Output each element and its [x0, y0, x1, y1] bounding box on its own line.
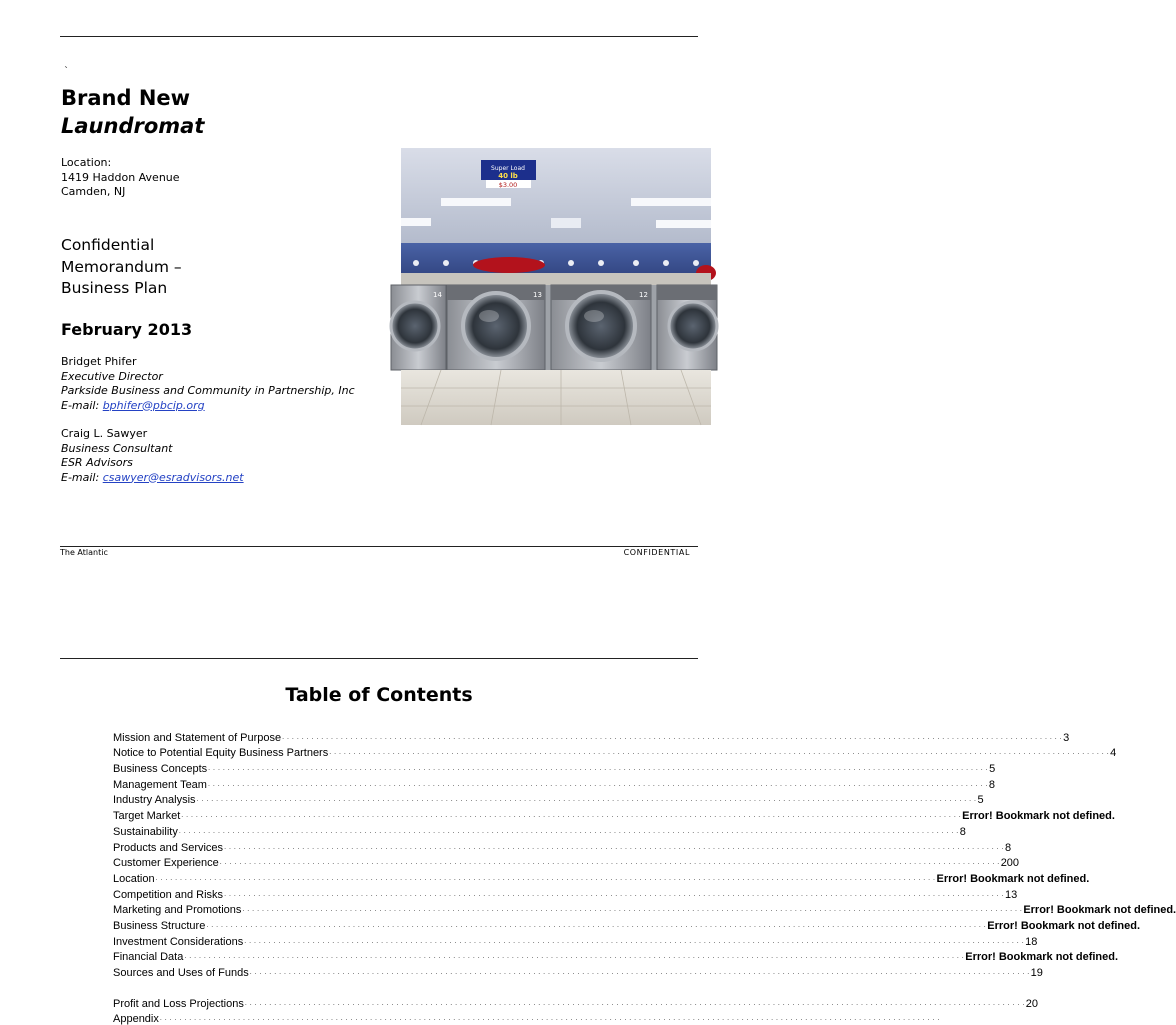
footer-right-text: CONFIDENTIAL: [623, 548, 690, 557]
toc-heading: Table of Contents: [285, 684, 473, 706]
toc-leader-dots: . . . . . . . . . . . . . . . . . . . . . . . . . . . . . . . . . . . . . . . . . . . . . . . . . . . . . . . . . . . . . . . . . . . . . . . . . . . . . . . . . . . . . . . . . . . . . . . . . . . . . . . . . . . . . . . . . . . . . . . . . . . . . . . . . . . . . . . . . . . . . . . . . . . . . . . . . . . . . . . .: [206, 921, 987, 929]
toc-entry[interactable]: [113, 822, 966, 838]
sign-text-2: 40 lb: [498, 172, 518, 180]
toc-entry-label: Products and Services: [113, 841, 224, 854]
toc-spacer: [113, 979, 671, 994]
machine-number: 14: [433, 291, 442, 299]
toc-entry-label: Customer Experience: [113, 857, 219, 870]
email-label: E-mail:: [61, 470, 100, 484]
toc-entry-page: Error! Bookmark not defined.: [1023, 904, 1176, 917]
contact-email-row: [61, 399, 355, 414]
toc-leader-dots: . . . . . . . . . . . . . . . . . . . . . . . . . . . . . . . . . . . . . . . . . . . . . . . . . . . . . . . . . . . . . . . . . . . . . . . . . . . . . . . . . . . . . . . . . . . . . . . . . . . . . . . . . . . . . . . . . . . . . . . . . . . . . . . . . . . . . . . . . . . . . . . . . . . . . . . . . . . . . . . .: [329, 749, 1110, 757]
contact-block-1: [61, 355, 355, 413]
toc-entry-page: 20: [1025, 997, 1039, 1010]
toc-leader-dots: . . . . . . . . . . . . . . . . . . . . . . . . . . . . . . . . . . . . . . . . . . . . . . . . . . . . . . . . . . . . . . . . . . . . . . . . . . . . . . . . . . . . . . . . . . . . . . . . . . . . . . . . . . . . . . . . . . . . . . . . . . . . . . . . . . . . . . . . . . . . . . . . . . . . . . . . . . . . . . . .: [244, 999, 1025, 1007]
laundromat-photo: [401, 148, 711, 425]
toc-entry-label: Profit and Loss Projections: [113, 997, 244, 1010]
toc-entry[interactable]: [113, 744, 1117, 760]
toc-leader-dots: . . . . . . . . . . . . . . . . . . . . . . . . . . . . . . . . . . . . . . . . . . . . . . . . . . . . . . . . . . . . . . . . . . . . . . . . . . . . . . . . . . . . . . . . . . . . . . . . . . . . . . . . . . . . . . . . . . . . . . . . . . . . . . . . . . . . . . . . . . . . . . . . . . . . . . . . . . . . . . . .: [249, 969, 1030, 976]
toc-entry-page: Error! Bookmark not defined.: [936, 872, 1090, 885]
email-label: E-mail:: [61, 398, 100, 412]
toc-entry[interactable]: [113, 869, 1090, 885]
title-line1: Brand New: [61, 86, 191, 110]
memo-title: [61, 235, 182, 300]
page2-top-rule: [60, 658, 698, 659]
toc-leader-dots: . . . . . . . . . . . . . . . . . . . . . . . . . . . . . . . . . . . . . . . . . . . . . . . . . . . . . . . . . . . . . . . . . . . . . . . . . . . . . . . . . . . . . . . . . . . . . . . . . . . . . . . . . . . . . . . . . . . . . . . . . . . . . . . . . . . . . . . . . . . . . . . . . . . . . . . . . . . . . . . .: [282, 733, 1063, 741]
contact-org: ESR Advisors: [61, 456, 133, 469]
toc-entry-page: 8: [1004, 841, 1012, 854]
contact-role: Executive Director: [61, 369, 163, 383]
contact-email-row: [61, 471, 244, 486]
contact-name: Craig L. Sawyer: [61, 427, 148, 440]
location-city: Camden, NJ: [61, 185, 126, 198]
toc-entry-label: Mission and Statement of Purpose: [113, 731, 282, 744]
toc-leader-dots: . . . . . . . . . . . . . . . . . . . . . . . . . . . . . . . . . . . . . . . . . . . . . . . . . . . . . . . . . . . . . . . . . . . . . . . . . . . . . . . . . . . . . . . . . . . . . . . . . . . . . . . . . . . . . . . . . . . . . . . . . . . . . . . . . . . . . . . . . . . . . . . . . . . . . . . . . . . . . . . .: [219, 859, 1000, 867]
contact-name: Bridget Phifer: [61, 355, 137, 368]
toc-entry-label: Competition and Risks: [113, 888, 224, 901]
toc-entry-page: 13: [1004, 888, 1018, 901]
toc-entry[interactable]: [113, 791, 984, 807]
contact-role: Business Consultant: [61, 441, 173, 455]
toc-leader-dots: . . . . . . . . . . . . . . . . . . . . . . . . . . . . . . . . . . . . . . . . . . . . . . . . . . . . . . . . . . . . . . . . . . . . . . . . . . . . . . . . . . . . . . . . . . . . . . . . . . . . . . . . . . . . . . . . . . . . . . . . . . . . . . . . . . . . . . . . . . . . . . . . . . . . . . . . . . . . . . . .: [208, 765, 989, 773]
toc-leader-dots: . . . . . . . . . . . . . . . . . . . . . . . . . . . . . . . . . . . . . . . . . . . . . . . . . . . . . . . . . . . . . . . . . . . . . . . . . . . . . . . . . . . . . . . . . . . . . . . . . . . . . . . . . . . . . . . . . . . . . . . . . . . . . . . . . . . . . . . . . . . . . . . . . . . . . . . . . . . . . . . .: [244, 937, 1025, 945]
machine-number: 12: [639, 291, 648, 299]
toc-leader-dots: . . . . . . . . . . . . . . . . . . . . . . . . . . . . . . . . . . . . . . . . . . . . . . . . . . . . . . . . . . . . . . . . . . . . . . . . . . . . . . . . . . . . . . . . . . . . . . . . . . . . . . . . . . . . . . . . . . . . . . . . . . . . . . . . . . . . . . . . . . . . . . . . . . . . . . . . . . . . . . . .: [159, 1015, 940, 1023]
toc-entry-page: Error! Bookmark not defined.: [962, 810, 1115, 823]
machine-number: 13: [533, 291, 542, 299]
toc-leader-dots: . . . . . . . . . . . . . . . . . . . . . . . . . . . . . . . . . . . . . . . . . . . . . . . . . . . . . . . . . . . . . . . . . . . . . . . . . . . . . . . . . . . . . . . . . . . . . . . . . . . . . . . . . . . . . . . . . . . . . . . . . . . . . . . . . . . . . . . . . . . . . . . . . . . . . . . . . . . . . . . .: [224, 890, 1004, 898]
toc-entry-page: 18: [1025, 935, 1038, 948]
toc-entry-label: Business Structure: [113, 919, 206, 932]
toc-entry[interactable]: [113, 948, 1119, 964]
sign-text-3: $3.00: [498, 181, 518, 189]
toc-entry[interactable]: [113, 932, 1038, 948]
toc-entry-page: 8: [988, 778, 995, 791]
footer-left-text: The Atlantic: [60, 548, 108, 557]
toc-entry-page: 5: [977, 794, 984, 807]
toc-entry-label: Financial Data: [113, 951, 184, 964]
toc-leader-dots: . . . . . . . . . . . . . . . . . . . . . . . . . . . . . . . . . . . . . . . . . . . . . . . . . . . . . . . . . . . . . . . . . . . . . . . . . . . . . . . . . . . . . . . . . . . . . . . . . . . . . . . . . . . . . . . . . . . . . . . . . . . . . . . . . . . . . . . . . . . . . . . . . . . . . . . . . . . . . . . .: [178, 827, 959, 835]
toc-entry[interactable]: [113, 885, 1018, 901]
toc-leader-dots: . . . . . . . . . . . . . . . . . . . . . . . . . . . . . . . . . . . . . . . . . . . . . . . . . . . . . . . . . . . . . . . . . . . . . . . . . . . . . . . . . . . . . . . . . . . . . . . . . . . . . . . . . . . . . . . . . . . . . . . . . . . . . . . . . . . . . . . . . . . . . . . . . . . . . . . . . . . . . . . .: [207, 780, 988, 788]
tick-mark: `: [64, 66, 69, 77]
toc-entry-label: Investment Considerations: [113, 935, 244, 948]
toc-entry[interactable]: [113, 806, 1115, 823]
toc-leader-dots: . . . . . . . . . . . . . . . . . . . . . . . . . . . . . . . . . . . . . . . . . . . . . . . . . . . . . . . . . . . . . . . . . . . . . . . . . . . . . . . . . . . . . . . . . . . . . . . . . . . . . . . . . . . . . . . . . . . . . . . . . . . . . . . . . . . . . . . . . . . . . . . . . . . . . . . . . . . . . . . .: [184, 953, 965, 961]
toc-entry[interactable]: [113, 916, 1141, 932]
top-rule: [60, 36, 698, 37]
toc-entry-label: Sources and Uses of Funds: [113, 967, 249, 979]
footer-rule: [60, 546, 698, 547]
toc-leader-dots: . . . . . . . . . . . . . . . . . . . . . . . . . . . . . . . . . . . . . . . . . . . . . . . . . . . . . . . . . . . . . . . . . . . . . . . . . . . . . . . . . . . . . . . . . . . . . . . . . . . . . . . . . . . . . . . . . . . . . . . . . . . . . . . . . . . . . . . . . . . . . . . . . . . . . . . . . . . . . . . .: [155, 874, 936, 882]
location-block: [61, 156, 180, 200]
toc-entry-label: Business Concepts: [113, 763, 208, 776]
table-of-contents: [113, 728, 1176, 1025]
toc-entry-page: 19: [1030, 967, 1043, 979]
toc-entry-label: Management Team: [113, 778, 207, 791]
toc-entry-page: Error! Bookmark not defined.: [987, 919, 1141, 932]
toc-entry[interactable]: [113, 759, 996, 776]
toc-leader-dots: . . . . . . . . . . . . . . . . . . . . . . . . . . . . . . . . . . . . . . . . . . . . . . . . . . . . . . . . . . . . . . . . . . . . . . . . . . . . . . . . . . . . . . . . . . . . . . . . . . . . . . . . . . . . . . . . . . . . . . . . . . . . . . . . . . . . . . . . . . . . . . . . . . . . . . . . . . . . . . . .: [242, 906, 1023, 914]
contact-org: Parkside Business and Community in Partnership, Inc: [61, 384, 355, 397]
toc-entry-page: 5: [989, 763, 996, 776]
toc-entry-label: Sustainability: [113, 825, 178, 838]
title-line2: Laundromat: [61, 114, 205, 138]
toc-entry-label: Industry Analysis: [113, 794, 196, 807]
toc-leader-dots: . . . . . . . . . . . . . . . . . . . . . . . . . . . . . . . . . . . . . . . . . . . . . . . . . . . . . . . . . . . . . . . . . . . . . . . . . . . . . . . . . . . . . . . . . . . . . . . . . . . . . . . . . . . . . . . . . . . . . . . . . . . . . . . . . . . . . . . . . . . . . . . . . . . . . . . . . . . . . . . .: [224, 843, 1004, 851]
toc-leader-dots: . . . . . . . . . . . . . . . . . . . . . . . . . . . . . . . . . . . . . . . . . . . . . . . . . . . . . . . . . . . . . . . . . . . . . . . . . . . . . . . . . . . . . . . . . . . . . . . . . . . . . . . . . . . . . . . . . . . . . . . . . . . . . . . . . . . . . . . . . . . . . . . . . . . . . . . . . . . . . . . .: [181, 812, 962, 820]
toc-entry[interactable]: [113, 854, 1020, 870]
toc-entry-page: 3: [1063, 731, 1070, 744]
toc-entry[interactable]: [113, 994, 1039, 1010]
toc-entry-page: 8: [959, 825, 966, 838]
toc-entry[interactable]: [113, 838, 1012, 854]
toc-entry[interactable]: [113, 1010, 940, 1025]
toc-entry[interactable]: [113, 901, 1176, 917]
location-street: 1419 Haddon Avenue: [61, 170, 180, 184]
contact-block-2: [61, 427, 244, 485]
toc-entry-label: Appendix: [113, 1013, 159, 1025]
toc-entry-page: 200: [1000, 857, 1020, 870]
email-link[interactable]: csawyer@esradvisors.net: [102, 470, 244, 484]
sign-text-1: Super Load: [491, 165, 525, 172]
document-date: February 2013: [61, 320, 193, 339]
toc-entry-page: 4: [1110, 747, 1117, 760]
memo-line2: Memorandum –: [61, 257, 182, 276]
memo-line3: Business Plan: [61, 279, 168, 297]
email-link[interactable]: bphifer@pbcip.org: [102, 398, 205, 412]
toc-entry-label: Notice to Potential Equity Business Partners: [113, 747, 329, 760]
memo-line1: Confidential: [61, 236, 155, 254]
location-label: Location:: [61, 156, 112, 169]
toc-leader-dots: . . . . . . . . . . . . . . . . . . . . . . . . . . . . . . . . . . . . . . . . . . . . . . . . . . . . . . . . . . . . . . . . . . . . . . . . . . . . . . . . . . . . . . . . . . . . . . . . . . . . . . . . . . . . . . . . . . . . . . . . . . . . . . . . . . . . . . . . . . . . . . . . . . . . . . . . . . . . . . . .: [196, 796, 977, 804]
toc-entry[interactable]: [113, 775, 995, 791]
toc-entry[interactable]: [113, 728, 1070, 744]
toc-entry-label: Location: [113, 872, 155, 885]
toc-entry-label: Target Market: [113, 810, 181, 823]
toc-entry-label: Marketing and Promotions: [113, 904, 242, 917]
toc-entry[interactable]: [113, 963, 1043, 979]
toc-entry-page: Error! Bookmark not defined.: [965, 951, 1119, 964]
